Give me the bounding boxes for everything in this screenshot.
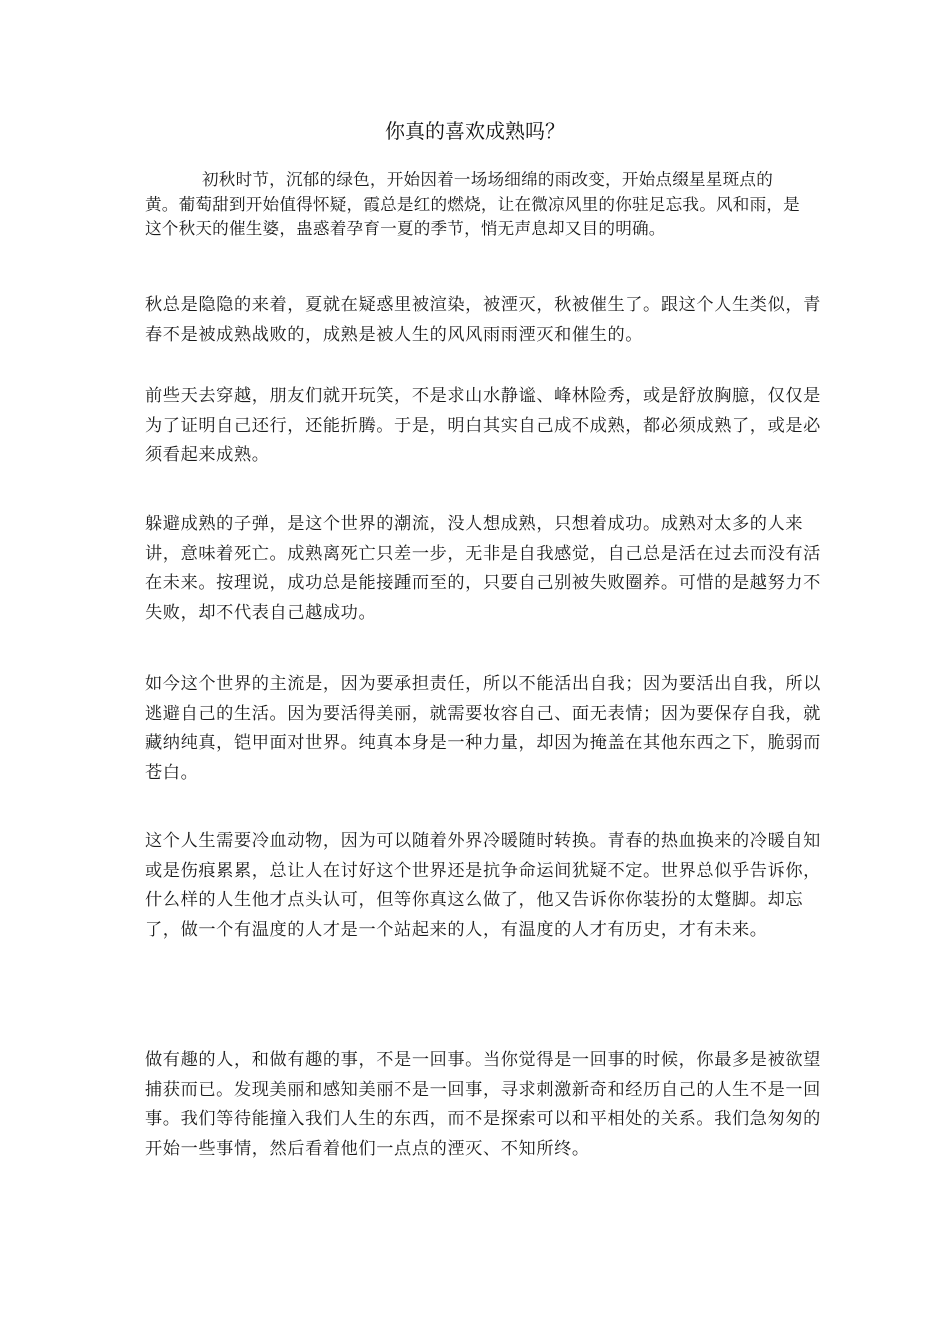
paragraph-1: 初秋时节，沉郁的绿色，开始因着一场场细绵的雨改变，开始点缀星星斑点的黄。葡萄甜到开始值得怀疑，霞总是红的燃烧，让在微凉风里的你驻足忘我。风和雨，是这个秋天的催生婆，蛊惑着孕育一夏的季节，悄无声息却又目的明确。 [145,170,800,238]
paragraph-7: 做有趣的人，和做有趣的事，不是一回事。当你觉得是一回事的时候，你最多是被欲望捕获而已。发现美丽和感知美丽不是一回事，寻求刺激新奇和经历自己的人生不是一回事。我们等待能撞入我们人生的东西，而不是探索可以和平相处的关系。我们急匆匆的开始一些事情，然后看着他们一点点的湮灭、不知所终。 [145,1050,821,1159]
paragraph-4: 躲避成熟的子弹，是这个世界的潮流，没人想成熟，只想着成功。成熟对太多的人来讲，意味着死亡。成熟离死亡只差一步，无非是自我感觉，自己总是活在过去而没有活在未来。按理说，成功总是能接踵而至的，只要自己别被失败圈养。可惜的是越努力不失败，却不代表自己越成功。 [145,514,821,623]
paragraph-6: 这个人生需要冷血动物，因为可以随着外界冷暖随时转换。青春的热血换来的冷暖自知或是伤痕累累，总让人在讨好这个世界还是抗争命运间犹疑不定。世界总似乎告诉你，什么样的人生他才点头认可，但等你真这么做了，他又告诉你你装扮的太蹩脚。却忘了，做一个有温度的人才是一个站起来的人，有温度的人才有历史，才有未来。 [145,831,821,940]
document-title: 你真的喜欢成熟吗？ [385,119,565,143]
paragraph-5: 如今这个世界的主流是，因为要承担责任，所以不能活出自我；因为要活出自我，所以逃避自己的生活。因为要活得美丽，就需要妆容自己、面无表情；因为要保存自我，就藏纳纯真，铠甲面对世界。纯真本身是一种力量，却因为掩盖在其他东西之下，脆弱而苍白。 [145,674,821,783]
paragraph-2: 秋总是隐隐的来着，夏就在疑惑里被渲染，被湮灭，秋被催生了。跟这个人生类似，青春不是被成熟战败的，成熟是被人生的风风雨雨湮灭和催生的。 [145,295,821,345]
paragraph-3: 前些天去穿越，朋友们就开玩笑，不是求山水静谧、峰林险秀，或是舒放胸臆，仅仅是为了证明自己还行，还能折腾。于是，明白其实自己成不成熟，都必须成熟了，或是必须看起来成熟。 [145,386,821,465]
